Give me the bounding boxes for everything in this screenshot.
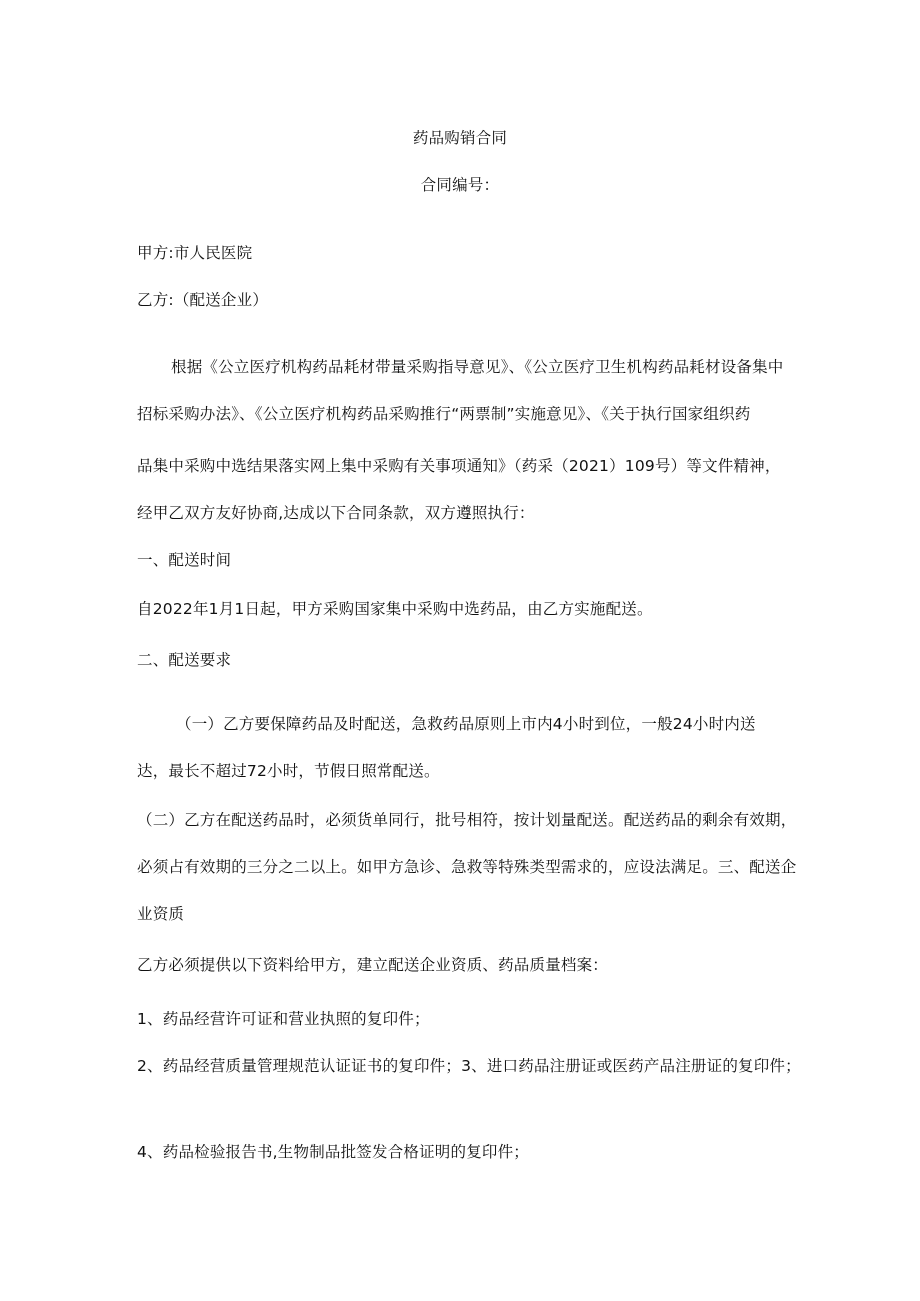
qualification-intro: 乙方必须提供以下资料给甲方，建立配送企业资质、药品质量档案：	[137, 956, 609, 974]
contract-number-label: 合同编号：	[420, 176, 500, 194]
list-item: 4、药品检验报告书,生物制品批签发合格证明的复印件；	[137, 1143, 529, 1161]
section1-heading: 一、配送时间	[137, 551, 232, 569]
intro-line-1: 根据《公立医疗机构药品耗材带量采购指导意见》、《公立医疗卫生机构药品耗材设备集中	[171, 358, 784, 376]
document-title: 药品购销合同	[412, 129, 508, 147]
requirement-1-line-1: （一）乙方要保障药品及时配送，急救药品原则上市内4小时到位，一般24小时内送	[176, 715, 756, 733]
requirement-1-line-2: 达，最长不超过72小时，节假日照常配送。	[137, 762, 440, 780]
requirement-2-line-3: 业资质	[137, 905, 185, 923]
requirement-2-line-2: 必须占有效期的三分之二以上。如甲方急诊、急救等特殊类型需求的，应设法满足。三、配送企	[137, 858, 797, 876]
intro-line-4: 经甲乙双方友好协商,达成以下合同条款，双方遵照执行：	[137, 504, 535, 522]
party-a: 甲方:市人民医院	[137, 244, 253, 262]
section2-heading: 二、配送要求	[137, 651, 232, 669]
party-b: 乙方:（配送企业）	[137, 291, 269, 309]
list-item: 1、药品经营许可证和营业执照的复印件；	[137, 1010, 430, 1028]
intro-line-2: 招标采购办法》、《公立医疗机构药品采购推行“两票制”实施意见》、《关于执行国家组织药	[137, 405, 751, 423]
intro-line-3: 品集中采购中选结果落实网上集中采购有关事项通知》（药采（2021）109号）等文件精神，	[137, 457, 781, 475]
list-item: 2、药品经营质量管理规范认证证书的复印件；3、进口药品注册证或医药产品注册证的复印件；	[137, 1057, 801, 1075]
section1-text: 自2022年1月1日起，甲方采购国家集中采购中选药品，由乙方实施配送。	[137, 600, 653, 618]
requirement-2-line-1: （二）乙方在配送药品时，必须货单同行，批号相符，按计划量配送。配送药品的剩余有效期，	[137, 811, 797, 829]
